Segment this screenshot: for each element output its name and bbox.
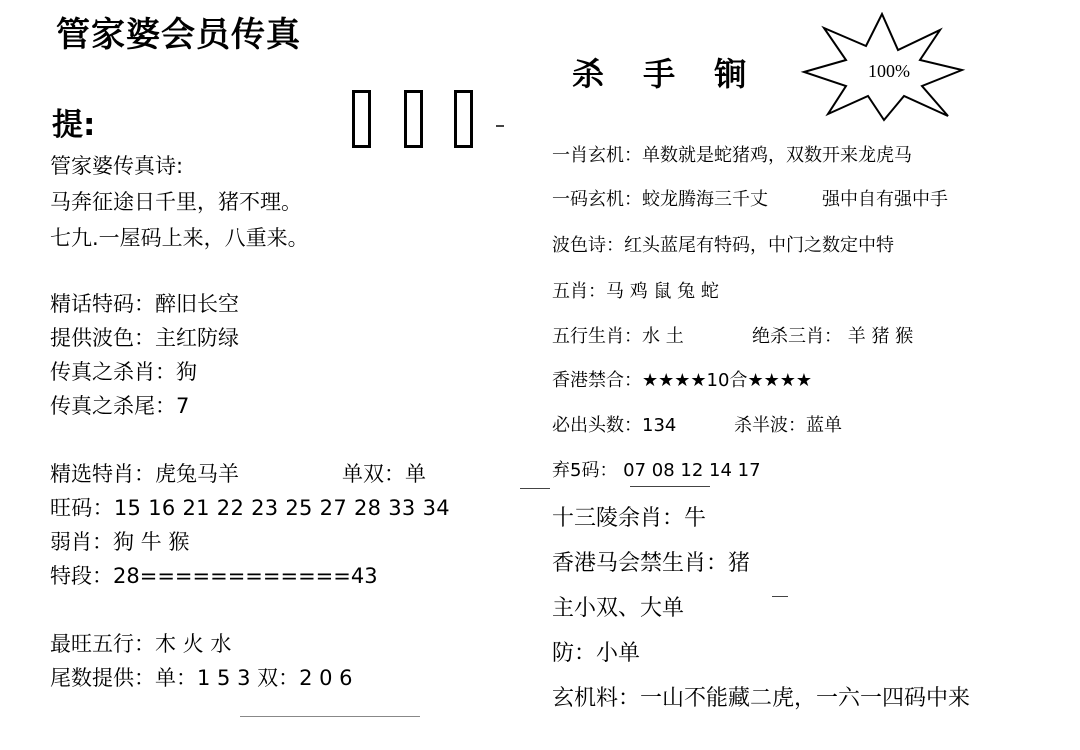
jueshao-sanxiao: 绝杀三肖： 羊 猪 猴 <box>752 326 914 347</box>
bichu-toushu: 必出头数：134 <box>552 415 677 436</box>
shisanling-yuxiao: 十三陵余肖：牛 <box>552 506 707 531</box>
jinghua-tema: 精话特码：醉旧长空 <box>50 292 239 316</box>
zhu-xiaoshuang: 主小双、大单 <box>552 596 685 621</box>
scan-speck <box>772 596 788 597</box>
placeholder-box-1 <box>352 90 371 148</box>
jingxuan-texiao: 精选特肖：虎兔马羊 <box>50 462 239 486</box>
sha-banbo: 杀半波：蓝单 <box>734 415 842 436</box>
zuiwang-wuxing: 最旺五行：木 火 水 <box>50 632 232 656</box>
killer-title: 杀 手 锏 <box>572 55 761 93</box>
scan-speck <box>630 486 710 487</box>
yima-xuanji: 一码玄机：蛟龙腾海三千丈 <box>552 189 768 210</box>
bose-shi: 波色诗：红头蓝尾有特码，中门之数定中特 <box>552 235 894 256</box>
badge-text: 100% <box>868 61 910 81</box>
wangma: 旺码：15 16 21 22 23 25 27 28 33 34 <box>50 496 450 520</box>
qi-5ma: 弃5码： 07 08 12 14 17 <box>552 460 761 481</box>
wuxing-shengxiao: 五行生肖：水 土 <box>552 326 684 347</box>
weishu-tigong: 尾数提供：单：1 5 3 双：2 0 6 <box>50 666 353 690</box>
poem-line-1: 马奔征途日千里，猪不理。 <box>50 190 302 214</box>
qiangzhong: 强中自有强中手 <box>822 189 948 210</box>
ruoxiao: 弱肖：狗 牛 猴 <box>50 530 190 554</box>
scan-speck <box>240 716 420 717</box>
wuxiao: 五肖：马 鸡 鼠 兔 蛇 <box>552 281 719 302</box>
fang-xiaodan: 防：小单 <box>552 641 641 666</box>
page-title: 管家婆会员传真 <box>56 15 301 55</box>
tip-label: 提: <box>52 107 96 143</box>
teduan: 特段：28============43 <box>50 564 378 588</box>
placeholder-box-3 <box>454 90 473 148</box>
yixiao-xuanji: 一肖玄机：单数就是蛇猪鸡，双数开来龙虎马 <box>552 145 912 166</box>
xuanji-liao: 玄机料：一山不能藏二虎，一六一四码中来 <box>552 686 971 711</box>
tigong-bose: 提供波色：主红防绿 <box>50 326 239 350</box>
poem-line-2: 七九.一屋码上来，八重来。 <box>50 226 309 250</box>
scan-speck <box>520 488 550 489</box>
chuanzhen-shawei: 传真之杀尾：7 <box>50 394 190 418</box>
xianggang-jinhe: 香港禁合：★★★★10合★★★★ <box>552 370 812 391</box>
danshuang: 单双：单 <box>342 462 426 486</box>
starburst-badge <box>800 12 966 124</box>
placeholder-box-2 <box>404 90 423 148</box>
poem-heading: 管家婆传真诗: <box>50 154 184 178</box>
mahui-jinshengxiao: 香港马会禁生肖：猪 <box>552 551 751 576</box>
chuanzhen-shaxiao: 传真之杀肖：狗 <box>50 360 197 384</box>
scan-speck <box>496 125 504 127</box>
